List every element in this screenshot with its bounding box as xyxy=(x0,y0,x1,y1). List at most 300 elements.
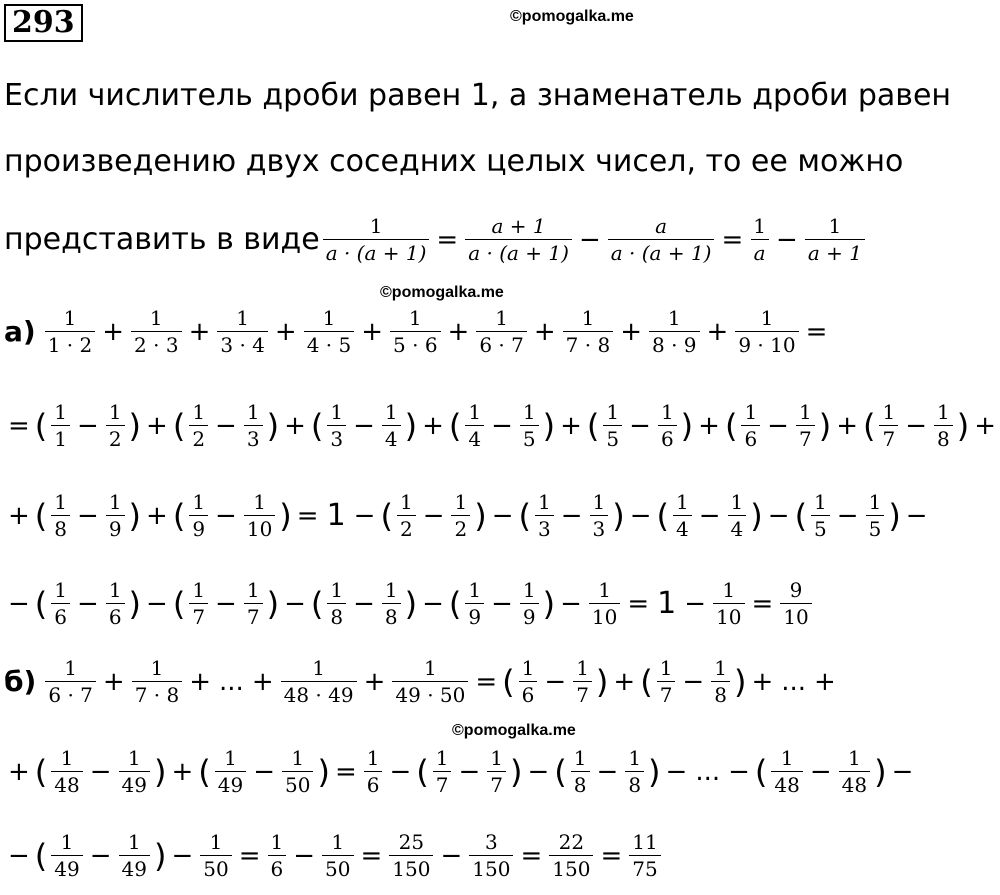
plus-sign: + xyxy=(706,316,729,347)
fraction xyxy=(392,656,468,707)
equals-sign: = xyxy=(751,588,774,619)
denominator: 50 xyxy=(322,855,353,881)
intro-line-2: произведению двух соседних целых чисел, то ее можно xyxy=(4,144,904,179)
denominator: 49 xyxy=(119,855,150,881)
part-b-line-1 xyxy=(4,656,840,707)
minus-sign: − xyxy=(422,500,445,531)
ellipsis: ... xyxy=(695,756,721,787)
denominator: 8 xyxy=(382,603,401,629)
numerator: 1 xyxy=(660,400,674,424)
plus-sign: + xyxy=(361,316,384,347)
close-paren: ) xyxy=(153,752,167,791)
numerator: 1 xyxy=(384,400,398,424)
fraction xyxy=(433,746,452,797)
fraction xyxy=(281,656,357,707)
plus-sign: + xyxy=(102,316,125,347)
numerator: 1 xyxy=(468,400,482,424)
denominator: 3 · 4 xyxy=(217,331,268,357)
fraction xyxy=(673,490,692,541)
fraction xyxy=(476,306,527,357)
fraction xyxy=(629,830,660,881)
intro-line-3: представить в виде xyxy=(4,222,320,257)
numerator: 1 xyxy=(760,306,774,330)
minus-sign: − xyxy=(596,756,619,787)
fraction xyxy=(51,400,70,451)
denominator: 5 · 6 xyxy=(390,331,441,357)
denominator: 4 xyxy=(382,425,401,451)
equals-sign: = xyxy=(721,224,744,255)
close-paren: ) xyxy=(510,752,523,791)
open-paren: ( xyxy=(502,662,515,701)
denominator: 6 xyxy=(106,603,125,629)
denominator: 7 · 8 xyxy=(563,331,614,357)
denominator: 3 xyxy=(244,425,263,451)
minus-sign: − xyxy=(89,840,112,871)
numerator: 1 xyxy=(246,578,260,602)
fraction xyxy=(200,830,231,881)
close-paren: ) xyxy=(404,584,418,623)
numerator: 1 xyxy=(722,578,736,602)
denominator: 48 xyxy=(51,771,82,797)
fraction xyxy=(382,578,401,629)
fraction xyxy=(282,746,313,797)
denominator: 6 xyxy=(519,681,538,707)
fraction xyxy=(244,490,275,541)
formula-line xyxy=(4,214,868,265)
denominator: 3 xyxy=(535,515,554,541)
part-b-line-3 xyxy=(4,830,664,881)
minus-sign: − xyxy=(767,500,790,531)
equals-sign: = xyxy=(8,410,30,441)
denominator: 6 · 7 xyxy=(476,331,527,357)
numerator: 1 xyxy=(522,400,536,424)
fraction: $\frac{1}{a}$ xyxy=(750,214,769,265)
fraction xyxy=(244,400,263,451)
denominator: 48 xyxy=(839,771,870,797)
close-paren: ) xyxy=(266,584,280,623)
numerator: 1 xyxy=(209,830,223,854)
fraction xyxy=(215,746,246,797)
equals-sign: = xyxy=(334,756,357,787)
intro-line-1: Если числитель дроби равен 1, а знаменатель дроби равен xyxy=(4,78,952,113)
numerator: 1 xyxy=(522,578,536,602)
denominator: 6 xyxy=(364,771,383,797)
fraction xyxy=(520,400,539,451)
close-paren: ) xyxy=(404,406,418,445)
denominator: 8 xyxy=(711,681,730,707)
numerator: 1 xyxy=(659,656,673,680)
part-a-line-4 xyxy=(4,578,815,629)
numerator: 1 xyxy=(127,746,141,770)
minus-sign: − xyxy=(809,756,832,787)
numerator: 1 xyxy=(576,656,589,680)
open-paren: ( xyxy=(586,406,600,445)
denominator: 10 xyxy=(589,603,620,629)
minus-sign: − xyxy=(728,756,750,787)
open-paren: ( xyxy=(172,496,186,535)
equals-sign: = xyxy=(238,840,261,871)
part-a-label: а) xyxy=(4,315,36,348)
minus-sign: − xyxy=(491,500,514,531)
numerator: 1 xyxy=(192,578,206,602)
open-paren: ( xyxy=(794,496,808,535)
fraction xyxy=(389,830,433,881)
fraction xyxy=(735,306,798,357)
fraction xyxy=(189,490,208,541)
open-paren: ( xyxy=(724,406,738,445)
fraction xyxy=(382,400,401,451)
plus-sign: + xyxy=(620,316,642,347)
numerator: 1 xyxy=(64,656,77,680)
open-paren: ( xyxy=(448,584,462,623)
numerator: 1 xyxy=(667,306,681,330)
numerator: 1 xyxy=(192,490,206,514)
minus-sign: − xyxy=(905,500,928,531)
fraction xyxy=(51,490,70,541)
numerator: 3 xyxy=(485,830,498,854)
close-paren: ) xyxy=(266,406,280,445)
denominator: 49 xyxy=(215,771,246,797)
ellipsis: ... xyxy=(219,666,244,697)
numerator: 1 xyxy=(192,400,206,424)
fraction xyxy=(45,656,96,707)
numerator: 1 xyxy=(798,400,812,424)
denominator: 50 xyxy=(200,855,231,881)
numerator: 25 xyxy=(398,830,425,854)
numerator: 1 xyxy=(224,746,237,770)
numerator: 1 xyxy=(882,400,896,424)
minus-sign: − xyxy=(767,410,789,441)
fraction xyxy=(549,830,593,881)
denominator: 9 xyxy=(106,515,125,541)
minus-sign: − xyxy=(698,500,721,531)
minus-sign: − xyxy=(353,500,376,531)
numerator: 1 xyxy=(236,306,249,330)
plus-sign: + xyxy=(274,316,297,347)
minus-sign: − xyxy=(491,588,513,619)
numerator: 1 xyxy=(366,746,380,770)
number-one: 1 xyxy=(657,586,677,621)
minus-sign: − xyxy=(629,410,651,441)
numerator: 1 xyxy=(730,490,744,514)
minus-sign: − xyxy=(389,756,412,787)
fraction xyxy=(589,578,620,629)
denominator: 6 xyxy=(658,425,677,451)
denominator: 150 xyxy=(469,855,513,881)
fraction xyxy=(520,578,539,629)
fraction xyxy=(106,578,125,629)
fraction xyxy=(364,746,383,797)
denominator: 4 xyxy=(728,515,747,541)
denominator: 8 xyxy=(625,771,644,797)
fraction xyxy=(796,400,815,451)
numerator: 1 xyxy=(598,578,612,602)
numerator: 1 xyxy=(322,306,336,330)
denominator: 6 xyxy=(51,603,70,629)
numerator: 1 xyxy=(330,578,344,602)
open-paren: ( xyxy=(518,496,531,535)
minus-sign: − xyxy=(776,224,798,255)
denominator: 10 xyxy=(244,515,275,541)
minus-sign: − xyxy=(665,756,688,787)
numerator: 1 xyxy=(848,746,861,770)
denominator: 2 xyxy=(106,425,125,451)
numerator: 1 xyxy=(291,746,305,770)
fraction xyxy=(131,306,182,357)
minus-sign: − xyxy=(89,756,112,787)
denominator: 2 · 3 xyxy=(131,331,182,357)
denominator: 5 xyxy=(603,425,622,451)
numerator: 1 xyxy=(399,490,413,514)
denominator: 9 · 10 xyxy=(735,331,798,357)
fraction xyxy=(771,746,802,797)
fraction xyxy=(51,746,82,797)
fraction xyxy=(741,400,760,451)
close-paren: ) xyxy=(956,406,970,445)
fraction: $\frac{a}{a \cdot (a + 1)}$ xyxy=(608,214,715,265)
number-one: 1 xyxy=(326,498,346,533)
open-paren: ( xyxy=(172,584,186,623)
denominator: 150 xyxy=(549,855,593,881)
minus-sign: − xyxy=(215,410,237,441)
minus-sign: − xyxy=(905,410,927,441)
fraction xyxy=(934,400,953,451)
denominator: 1 · 2 xyxy=(45,331,96,357)
numerator: 9 xyxy=(789,578,803,602)
plus-sign: + xyxy=(188,316,211,347)
numerator: 1 xyxy=(435,746,449,770)
denominator: 50 xyxy=(282,771,313,797)
fraction xyxy=(189,578,208,629)
minus-sign: − xyxy=(77,500,99,531)
open-paren: ( xyxy=(34,406,48,445)
minus-sign: − xyxy=(458,756,481,787)
denominator: 4 xyxy=(465,425,484,451)
ellipsis: ... xyxy=(781,666,807,697)
close-paren: ) xyxy=(818,406,832,445)
denominator: 10 xyxy=(780,603,811,629)
fraction: $\frac{1}{a + 1}$ xyxy=(805,214,865,265)
numerator: 1 xyxy=(384,578,398,602)
part-a-line-1 xyxy=(4,306,831,357)
close-paren: ) xyxy=(680,406,694,445)
numerator: 1 xyxy=(537,490,551,514)
part-b-label: б) xyxy=(4,665,37,698)
plus-sign: + xyxy=(251,666,274,697)
close-paren: ) xyxy=(612,496,625,535)
plus-sign: + xyxy=(836,410,858,441)
numerator: 11 xyxy=(632,830,658,854)
denominator: 2 xyxy=(189,425,208,451)
denominator: 48 · 49 xyxy=(281,681,357,707)
denominator: 1 xyxy=(51,425,70,451)
fraction xyxy=(327,400,346,451)
fraction xyxy=(390,306,441,357)
plus-sign: + xyxy=(533,316,556,347)
minus-sign: − xyxy=(682,666,705,697)
minus-sign: − xyxy=(215,588,237,619)
open-paren: ( xyxy=(656,496,670,535)
numerator: 1 xyxy=(246,400,260,424)
fraction: $\frac{1}{a \cdot (a + 1)}$ xyxy=(323,214,430,265)
close-paren: ) xyxy=(128,496,142,535)
plus-sign: + xyxy=(284,410,306,441)
fraction xyxy=(658,400,677,451)
fraction xyxy=(571,746,590,797)
numerator: 1 xyxy=(331,830,345,854)
open-paren: ( xyxy=(34,496,48,535)
denominator: 6 · 7 xyxy=(45,681,96,707)
denominator: 7 xyxy=(657,681,676,707)
open-paren: ( xyxy=(380,496,393,535)
plus-sign: + xyxy=(8,500,30,531)
fraction xyxy=(657,656,676,707)
plus-sign: + xyxy=(814,666,836,697)
fraction xyxy=(603,400,622,451)
fraction xyxy=(879,400,898,451)
fraction xyxy=(119,830,150,881)
open-paren: ( xyxy=(416,752,429,791)
numerator: 1 xyxy=(628,746,642,770)
plus-sign: + xyxy=(974,410,997,441)
fraction xyxy=(469,830,513,881)
open-paren: ( xyxy=(34,584,48,623)
numerator: 1 xyxy=(60,746,74,770)
denominator: 7 xyxy=(189,603,208,629)
close-paren: ) xyxy=(542,406,556,445)
equals-sign: = xyxy=(627,588,650,619)
numerator: 1 xyxy=(744,400,758,424)
numerator: 1 xyxy=(424,656,437,680)
denominator: 49 · 50 xyxy=(392,681,468,707)
numerator: 1 xyxy=(937,400,950,424)
fraction xyxy=(322,830,353,881)
numerator: 1 xyxy=(868,490,882,514)
numerator: 1 xyxy=(108,400,122,424)
denominator: 48 xyxy=(771,771,802,797)
minus-sign: − xyxy=(578,224,601,255)
fraction xyxy=(487,746,506,797)
denominator: 9 xyxy=(465,603,484,629)
numerator: 1 xyxy=(495,306,508,330)
denominator: 4 · 5 xyxy=(304,331,355,357)
open-paren: ( xyxy=(310,584,324,623)
numerator: 1 xyxy=(521,656,535,680)
equals-sign: = xyxy=(475,666,498,697)
open-paren: ( xyxy=(862,406,876,445)
denominator: 5 xyxy=(866,515,885,541)
fraction xyxy=(780,578,811,629)
equals-sign: = xyxy=(805,316,828,347)
plus-sign: + xyxy=(447,316,470,347)
close-paren: ) xyxy=(279,496,292,535)
denominator: 9 xyxy=(189,515,208,541)
equals-sign: = xyxy=(436,224,459,255)
denominator: 7 xyxy=(573,681,592,707)
denominator: 4 xyxy=(673,515,692,541)
equals-sign: = xyxy=(296,500,319,531)
denominator: 75 xyxy=(629,855,660,881)
close-paren: ) xyxy=(542,584,556,623)
denominator: 49 xyxy=(51,855,82,881)
fraction xyxy=(244,578,263,629)
plus-sign: + xyxy=(146,500,168,531)
fraction xyxy=(106,400,125,451)
denominator: 49 xyxy=(119,771,150,797)
fraction xyxy=(590,490,609,541)
plus-sign: + xyxy=(102,666,125,697)
watermark: ©pomogalka.me xyxy=(452,722,576,739)
close-paren: ) xyxy=(128,584,142,623)
close-paren: ) xyxy=(474,496,487,535)
fraction xyxy=(713,578,744,629)
minus-sign: − xyxy=(284,588,306,619)
fraction xyxy=(535,490,554,541)
minus-sign: − xyxy=(77,410,99,441)
close-paren: ) xyxy=(317,752,330,791)
fraction xyxy=(327,578,346,629)
minus-sign: − xyxy=(8,588,30,619)
close-paren: ) xyxy=(595,662,609,701)
numerator: 1 xyxy=(63,306,77,330)
plus-sign: + xyxy=(189,666,212,697)
numerator: 1 xyxy=(814,490,827,514)
numerator: 1 xyxy=(490,746,504,770)
numerator: 1 xyxy=(468,578,482,602)
numerator: 1 xyxy=(54,490,68,514)
plus-sign: + xyxy=(8,756,30,787)
fraction xyxy=(51,578,70,629)
minus-sign: − xyxy=(527,756,550,787)
denominator: 8 xyxy=(934,425,953,451)
close-paren: ) xyxy=(750,496,763,535)
numerator: 1 xyxy=(676,490,689,514)
minus-sign: − xyxy=(215,500,237,531)
fraction xyxy=(711,656,730,707)
fraction xyxy=(866,490,885,541)
numerator: 1 xyxy=(253,490,266,514)
minus-sign: − xyxy=(560,588,582,619)
minus-sign: − xyxy=(440,840,463,871)
plus-sign: + xyxy=(422,410,444,441)
equals-sign: = xyxy=(600,840,623,871)
fraction xyxy=(465,400,484,451)
equals-sign: = xyxy=(520,840,543,871)
fraction xyxy=(119,746,150,797)
denominator: 7 xyxy=(244,603,263,629)
denominator: 10 xyxy=(713,603,744,629)
fraction xyxy=(217,306,268,357)
open-paren: ( xyxy=(754,752,768,791)
numerator: 1 xyxy=(408,306,422,330)
minus-sign: − xyxy=(171,840,194,871)
minus-sign: − xyxy=(8,840,30,871)
denominator: 6 xyxy=(741,425,760,451)
denominator: 7 xyxy=(487,771,506,797)
watermark: ©pomogalka.me xyxy=(380,284,504,301)
minus-sign: − xyxy=(422,588,444,619)
numerator: 1 xyxy=(312,656,325,680)
numerator: 1 xyxy=(330,400,344,424)
numerator: 1 xyxy=(108,578,122,602)
close-paren: ) xyxy=(874,752,887,791)
close-paren: ) xyxy=(733,662,747,701)
numerator: 1 xyxy=(150,656,164,680)
denominator: 8 xyxy=(327,603,346,629)
open-paren: ( xyxy=(310,406,324,445)
denominator: 5 xyxy=(520,425,539,451)
open-paren: ( xyxy=(198,752,211,791)
